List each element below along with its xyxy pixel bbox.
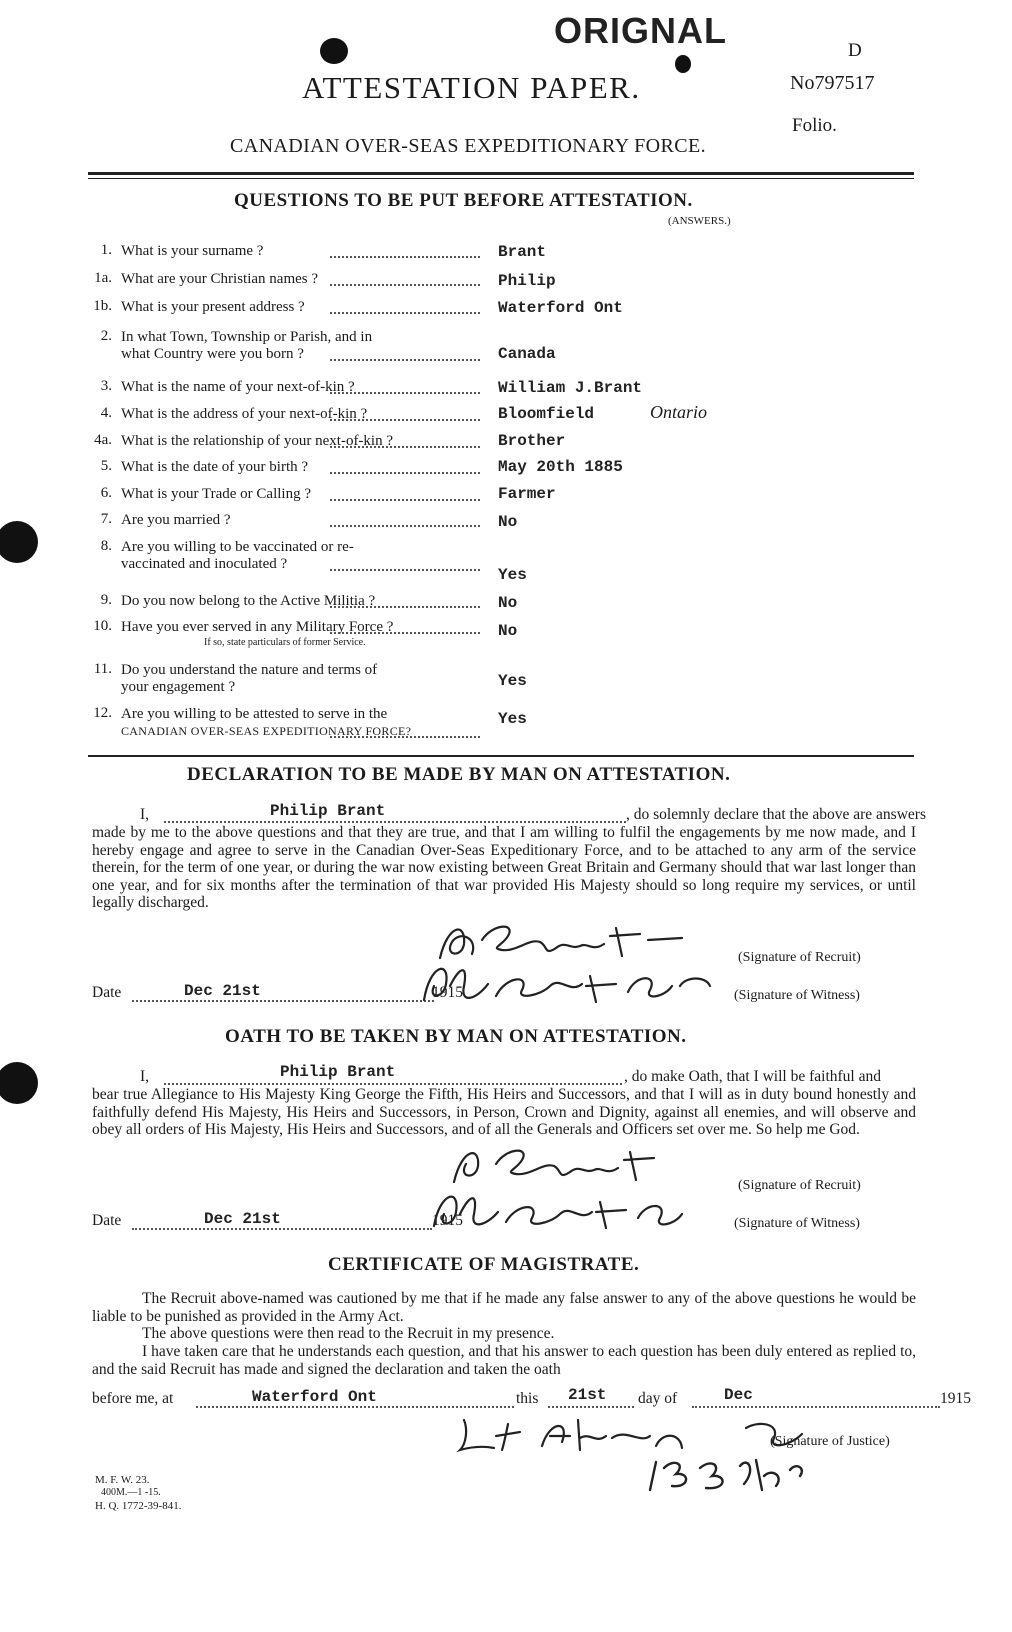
header-rule-thick <box>88 172 914 175</box>
justice-signature <box>450 1410 850 1500</box>
answer-value: Brother <box>498 432 566 450</box>
answers-label: (ANSWERS.) <box>668 215 731 227</box>
certificate-p2: The above questions were then read to the Recruit in my presence. <box>142 1325 555 1342</box>
original-stamp: ORIGNAL <box>554 10 727 51</box>
question-number: 4a. <box>94 432 112 448</box>
question-text: What is the date of your birth ? <box>121 459 309 475</box>
witness-signature <box>410 956 740 1012</box>
oath-heading: OATH TO BE TAKEN BY MAN ON ATTESTATION. <box>225 1026 687 1047</box>
questions-heading: QUESTIONS TO BE PUT BEFORE ATTESTATION. <box>234 190 693 211</box>
question-number: 6. <box>100 485 112 501</box>
answer-value: Philip <box>498 272 556 290</box>
answer-handwritten: Ontario <box>650 402 708 422</box>
oath-witness-signature <box>420 1184 740 1238</box>
question-number: 3. <box>100 378 112 394</box>
answer-value: No <box>498 594 518 612</box>
certificate-heading: CERTIFICATE OF MAGISTRATE. <box>328 1254 640 1275</box>
ink-blot <box>320 38 348 64</box>
month: Dec <box>724 1386 753 1404</box>
question-text: What is your surname ? <box>121 243 264 259</box>
question-text: what Country were you born ? <box>121 346 304 362</box>
question-text: What is your Trade or Calling ? <box>121 486 311 502</box>
this-label: this <box>516 1390 539 1407</box>
declaration-body: made by me to the above questions and that they are true, and that I am willing to fulfil the engagements by me now made, and I hereby engage and agree to serve in the Canadian Over-Seas Expeditionary Force, and to be attached to any arm of the service therein, for the term of one year, or during the war now existing between Great Britain and Germany should that war last longer than one year, and for six months after the termination of that war provided His Majesty should so long require my services, or until legally discharged. <box>92 824 916 911</box>
question-text: What is the address of your next-of-kin ? <box>121 406 368 422</box>
oath-recruit-signature-label: (Signature of Recruit) <box>738 1178 861 1193</box>
certificate-year: 1915 <box>940 1390 971 1407</box>
oath-suffix: , do make Oath, that I will be faithful and <box>624 1068 881 1085</box>
answer-value: Brant <box>498 243 547 261</box>
declaration-year: 1915 <box>432 984 463 1001</box>
answer-value: No <box>498 513 518 531</box>
answer-value: Canada <box>498 345 556 363</box>
declaration-date: Dec 21st <box>184 982 261 1000</box>
day-label: day of <box>638 1390 678 1407</box>
question-text: What is the name of your next-of-kin ? <box>121 379 355 395</box>
oath-date: Dec 21st <box>204 1210 281 1228</box>
question-text: Are you willing to be attested to serve in the <box>121 706 388 722</box>
folio-label: Folio. <box>792 115 837 136</box>
question-number: 2. <box>100 328 112 344</box>
question-text: Do you now belong to the Active Militia ? <box>121 593 376 609</box>
certificate-p1: The Recruit above-named was cautioned by me that if he made any false answer to any of the above questions he would be liable to be punished as provided in the Army Act. <box>92 1290 916 1325</box>
question-text: CANADIAN OVER-SEAS EXPEDITIONARY FORCE? <box>121 724 412 738</box>
question-text: In what Town, Township or Parish, and in <box>121 329 373 345</box>
question-number: 12. <box>93 705 112 721</box>
page-subtitle: CANADIAN OVER-SEAS EXPEDITIONARY FORCE. <box>230 135 706 157</box>
question-number: 8. <box>100 538 112 554</box>
form-id-2: 400M.—1 -15. <box>101 1487 161 1498</box>
question-text: vaccinated and inoculated ? <box>121 556 288 572</box>
answer-value: William J.Brant <box>498 379 643 397</box>
question-text: your engagement ? <box>121 679 236 695</box>
answer-value: Waterford Ont <box>498 299 623 317</box>
question-number: 4. <box>100 405 112 421</box>
certificate-p3: I have taken care that he understands each question, and that his answer to each question has been duly entered as replied to, and the said Recruit has made and signed the declaration and taken the oath <box>92 1343 916 1378</box>
header-rule-thin <box>88 178 914 179</box>
declaration-suffix: , do solemnly declare that the above are answers <box>626 806 926 823</box>
recruit-signature-label: (Signature of Recruit) <box>738 950 861 965</box>
answer-value: Bloomfield <box>498 405 595 423</box>
question-number: 7. <box>100 511 112 527</box>
question-number: 5. <box>100 458 112 474</box>
answer-value: Yes <box>498 710 527 728</box>
question-text: Have you ever served in any Military Force ? <box>121 619 394 635</box>
form-id-3: H. Q. 1772-39-841. <box>95 1500 182 1512</box>
oath-i: I, <box>140 1068 150 1085</box>
answer-value: No <box>498 622 518 640</box>
file-letter: D <box>848 40 862 61</box>
question-number: 10. <box>93 618 112 634</box>
question-text: Do you understand the nature and terms of <box>121 662 378 678</box>
before-label: before me, at <box>92 1390 174 1407</box>
question-text: What is the relationship of your next-of-kin ? <box>121 433 394 449</box>
ink-blot-2 <box>675 55 691 73</box>
oath-year: 1915 <box>432 1212 463 1229</box>
witness-signature-label: (Signature of Witness) <box>734 988 860 1003</box>
question-number: 1b. <box>93 298 112 314</box>
declaration-date-label: Date <box>92 984 122 1001</box>
answer-value: Yes <box>498 672 527 690</box>
answer-value: May 20th 1885 <box>498 458 623 476</box>
question-text: Are you married ? <box>121 512 231 528</box>
oath-name: Philip Brant <box>280 1063 396 1081</box>
question-text: Are you willing to be vaccinated or re- <box>121 539 354 555</box>
answer-value: Yes <box>498 566 527 584</box>
punch-hole-top <box>0 521 38 563</box>
punch-hole-bottom <box>0 1062 38 1104</box>
day: 21st <box>568 1386 607 1404</box>
regimental-number: No797517 <box>790 72 875 94</box>
form-id-1: M. F. W. 23. <box>95 1474 150 1486</box>
oath-date-label: Date <box>92 1212 122 1229</box>
oath-witness-signature-label: (Signature of Witness) <box>734 1216 860 1231</box>
justice-signature-label: (Signature of Justice) <box>770 1434 890 1449</box>
question-text: What is your present address ? <box>121 299 305 315</box>
page-title: ATTESTATION PAPER. <box>302 70 641 105</box>
question-number: 11. <box>93 661 112 677</box>
question-number: 1. <box>100 242 112 258</box>
question-text: What are your Christian names ? <box>121 271 319 287</box>
question-number: 1a. <box>94 270 112 286</box>
question-number: 9. <box>100 592 112 608</box>
answer-value: Farmer <box>498 485 556 503</box>
place: Waterford Ont <box>252 1388 377 1406</box>
declaration-name: Philip Brant <box>270 802 386 820</box>
question-note: If so, state particulars of former Service. <box>204 637 366 648</box>
declaration-heading: DECLARATION TO BE MADE BY MAN ON ATTESTATION. <box>187 764 731 785</box>
declaration-i: I, <box>140 806 150 823</box>
questions-rule <box>88 755 914 757</box>
oath-body: bear true Allegiance to His Majesty King George the Fifth, His Heirs and Successors, and that I will as in duty bound honestly and faithfully defend His Majesty, His Heirs and Successors, in Person, Crown and Dignity, against all enemies, and will observe and obey all orders of His Majesty, His Heirs and Successors, and of all the Generals and Officers set over me. So help me God. <box>92 1086 916 1138</box>
